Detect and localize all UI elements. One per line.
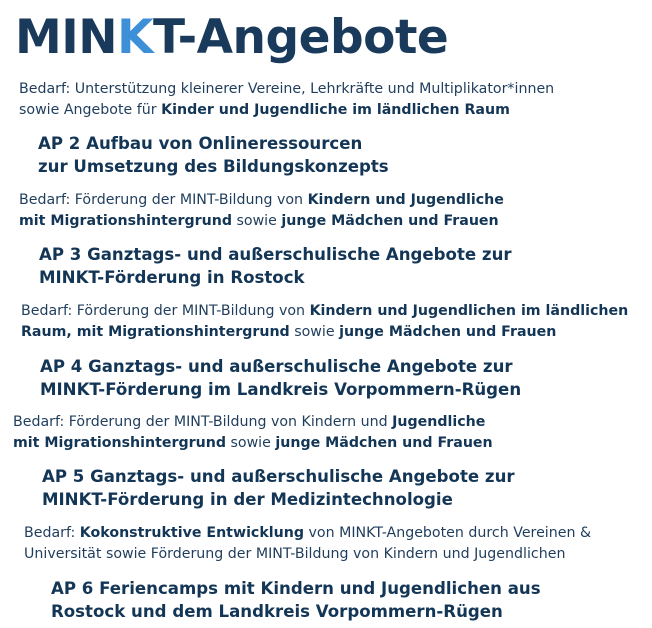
title-highlight-k: K xyxy=(117,10,154,65)
title-prefix: MIN xyxy=(15,10,118,65)
need-3-line-1: Bedarf: Förderung der MINT-Bildung von Kindern und Jugendlichen im ländlichen xyxy=(21,303,629,319)
ap5-line-1: AP 5 Ganztags- und außerschulische Angebote zur xyxy=(42,467,515,486)
work-package-ap6 xyxy=(51,577,541,623)
work-package-ap4 xyxy=(40,355,521,401)
need-2-line-2: mit Migrationshintergrund sowie junge Mädchen und Frauen xyxy=(19,213,499,229)
need-statement-5 xyxy=(24,523,591,565)
need-statement-1 xyxy=(19,79,554,121)
ap3-line-2: MINKT-Förderung in Rostock xyxy=(39,268,305,287)
ap3-line-1: AP 3 Ganztags- und außerschulische Angebote zur xyxy=(39,245,512,264)
ap6-line-1: AP 6 Feriencamps mit Kindern und Jugendlichen aus xyxy=(51,579,541,598)
work-package-ap5 xyxy=(42,465,515,511)
need-statement-4 xyxy=(13,412,493,454)
ap2-line-2: zur Umsetzung des Bildungskonzepts xyxy=(38,157,389,176)
need-statement-3 xyxy=(21,301,628,343)
ap6-line-2: Rostock und dem Landkreis Vorpommern-Rügen xyxy=(51,602,503,621)
ap5-line-2: MINKT-Förderung in der Medizintechnologie xyxy=(42,490,453,509)
need-4-line-2: mit Migrationshintergrund sowie junge Mädchen und Frauen xyxy=(13,435,493,451)
ap4-line-1: AP 4 Ganztags- und außerschulische Angebote zur xyxy=(40,357,513,376)
work-package-ap2 xyxy=(38,132,389,178)
ap4-line-2: MINKT-Förderung im Landkreis Vorpommern-Rügen xyxy=(40,380,522,399)
need-2-line-1: Bedarf: Förderung der MINT-Bildung von Kindern und Jugendliche xyxy=(19,192,504,208)
work-package-ap3 xyxy=(39,243,512,289)
need-statement-2 xyxy=(19,190,504,232)
page-title xyxy=(15,12,448,64)
need-3-line-2: Raum, mit Migrationshintergrund sowie junge Mädchen und Frauen xyxy=(21,324,557,340)
need-1-line-1: Bedarf: Unterstützung kleinerer Vereine, Lehrkräfte und Multiplikator*innen xyxy=(19,81,555,97)
ap2-line-1: AP 2 Aufbau von Onlineressourcen xyxy=(38,134,363,153)
need-1-line-2: sowie Angebote für Kinder und Jugendliche im ländlichen Raum xyxy=(19,102,510,118)
title-suffix: T-Angebote xyxy=(153,10,449,65)
need-5-line-2: Universität sowie Förderung der MINT-Bildung von Kindern und Jugendlichen xyxy=(24,546,566,562)
need-5-line-1: Bedarf: Kokonstruktive Entwicklung von MINKT-Angeboten durch Vereinen & xyxy=(24,525,592,541)
need-4-line-1: Bedarf: Förderung der MINT-Bildung von Kindern und Jugendliche xyxy=(13,414,486,430)
